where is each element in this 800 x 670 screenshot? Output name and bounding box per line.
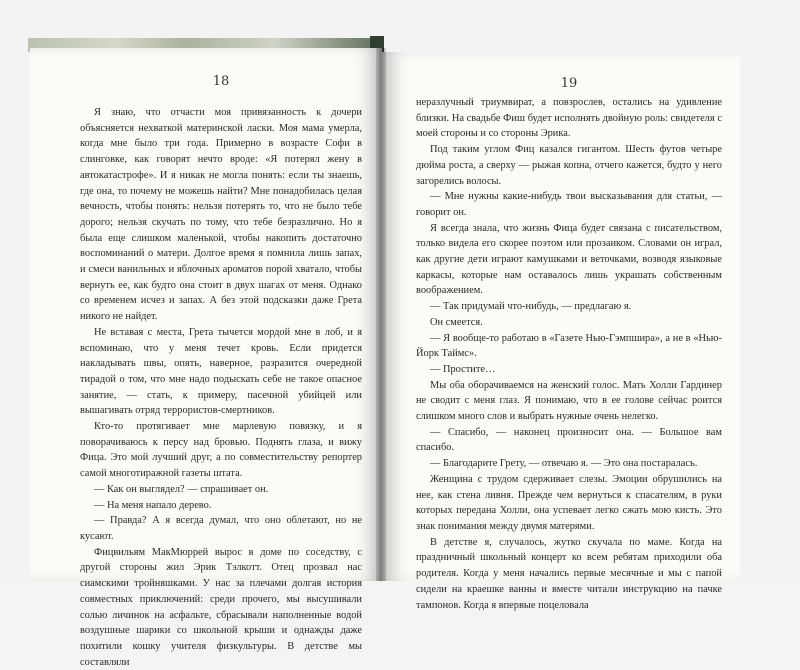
page-number-left: 18 (212, 74, 230, 89)
left-page (30, 48, 382, 668)
left-page-text (80, 105, 362, 670)
right-page-text (416, 95, 722, 613)
paragraph: неразлучный триумвират, а повзрослев, остались на удивление близки. На свадьбе Фиш будет исполнять двойную роль: свидетеля с моей стороны и со стороны Эрика. (416, 97, 722, 140)
paragraph: — Как он выглядел? — спрашивает он. (94, 483, 269, 495)
paragraph: — Я вообще-то работаю в «Газете Нью-Гэмпшира», а не в «Нью-Йорк Таймс». (416, 332, 722, 360)
paragraph: Под таким углом Фиц казался гигантом. Шесть футов четыре дюйма роста, а сверху — рыжая копна, отчего кажется, будто у него загорелись волосы. (416, 144, 722, 187)
paragraph: — Простите… (430, 363, 496, 375)
paragraph: — На меня напало дерево. (94, 499, 212, 511)
paragraph: Не вставая с места, Грета тычется мордой мне в лоб, и я вспоминаю, что у меня течет кровь. Если придется накладывать швы, опять, наверное, разразится очередной тирадой о том, что мне надо подыскать себе не такое опасное занятие, — стать, к примеру, пасечной убийцей или вышагивать отряд террористов-смертников. (80, 326, 362, 417)
paragraph: — Так придумай что-нибудь, — предлагаю я. (430, 301, 632, 313)
paragraph: Он смеется. (430, 316, 483, 328)
paragraph: Кто-то протягивает мне марлевую повязку, и я поворачиваюсь к персу над бровью. Поднять глаза, и вижу Фица. Это мой лучший друг, а по совместительству репортер самой многотиражной газеты штата. (80, 421, 362, 480)
paragraph: — Правда? А я всегда думал, что оно облетают, но не кусают. (80, 515, 362, 542)
paragraph: Женщина с трудом сдерживает слезы. Эмоции обрушились на нее, как стена ливня. Прежде чем вернуться к спасателям, в руки которых передана Холли, она успевает легко сжать мою кисть. Это знак понимания между двумя матерями. (416, 473, 722, 532)
paragraph: В детстве я, случалось, жутко скучала по маме. Когда на праздничный школьный концерт ко всем ребятам приходили оба родителя. Когда у меня начались первые месячные и мы с папой сидели на краешке ванны и вместе читали инструкцию на пачке тампонов. Когда я впервые поцеловала (416, 536, 722, 611)
paragraph: Мы оба оборачиваемся на женский голос. Мать Холли Гардинер не сводит с меня глаз. Я понимаю, что в ее голове сейчас роится слишком много слов и выбрать нужные очень нелегко. (416, 379, 722, 423)
paragraph: — Мне нужны какие-нибудь твои высказывания для статьи, — говорит он. (416, 191, 722, 218)
paragraph: — Благодарите Грету, — отвечаю я. — Это она постаралась. (430, 458, 698, 470)
paragraph: Фицвильям МакМюррей вырос в доме по соседству, с другой стороны жил Эрик Тэлкотт. Отец прозвал нас сиамскими тройняшками. У нас за плечами долгая история совместных приключений: среди прочего, мы высушивали солью личинок на асфальте, сбрасывали наполненные водой воздушные шарики со школьной крыши и однажды даже похитили кошку учителя физкультуры. В детстве мы составляли (80, 546, 362, 668)
paragraph: Я всегда знала, что жизнь Фица будет связана с писательством, только видела его скорее поэтом или прозаиком. Словами он играл, как другие дети играют камушками и веточками, возводя языковые каркасы, которые нам оставалось лишь украшать собственным воображением. (416, 222, 722, 297)
page-number-right: 19 (560, 76, 578, 91)
right-page (382, 52, 740, 611)
book-gutter (376, 48, 386, 581)
paragraph: Я знаю, что отчасти моя привязанность к дочери объясняется нехваткой материнской ласки. Моя мама умерла, когда мне было три года. Примерно в возрасте Софи в слинговке, как говорят нечто вроде: «Я потерял жену в автокатастрофе». И я никак не могла понять: если ты знаешь, где она, то почему не можешь найти? Мне понадобилась целая вечность, чтобы понять: нельзя потерять то, что не было тебе дорого; нельзя скучать по тому, что тебе безразлично. Но я была еще слишком маленькой, чтобы накопить достаточно воспоминаний о матери. Долгое время я помнила лишь запах, и смеси ванильных и яблочных ароматов порой хватало, чтобы вернуть ее, как будто она стоит в двух шагах от меня. Однако со временем исчез и запах. А без этой подсказки даже Грета никого не найдет. (80, 107, 362, 323)
paragraph: — Спасибо, — наконец произносит она. — Большое вам спасибо. (416, 426, 722, 454)
